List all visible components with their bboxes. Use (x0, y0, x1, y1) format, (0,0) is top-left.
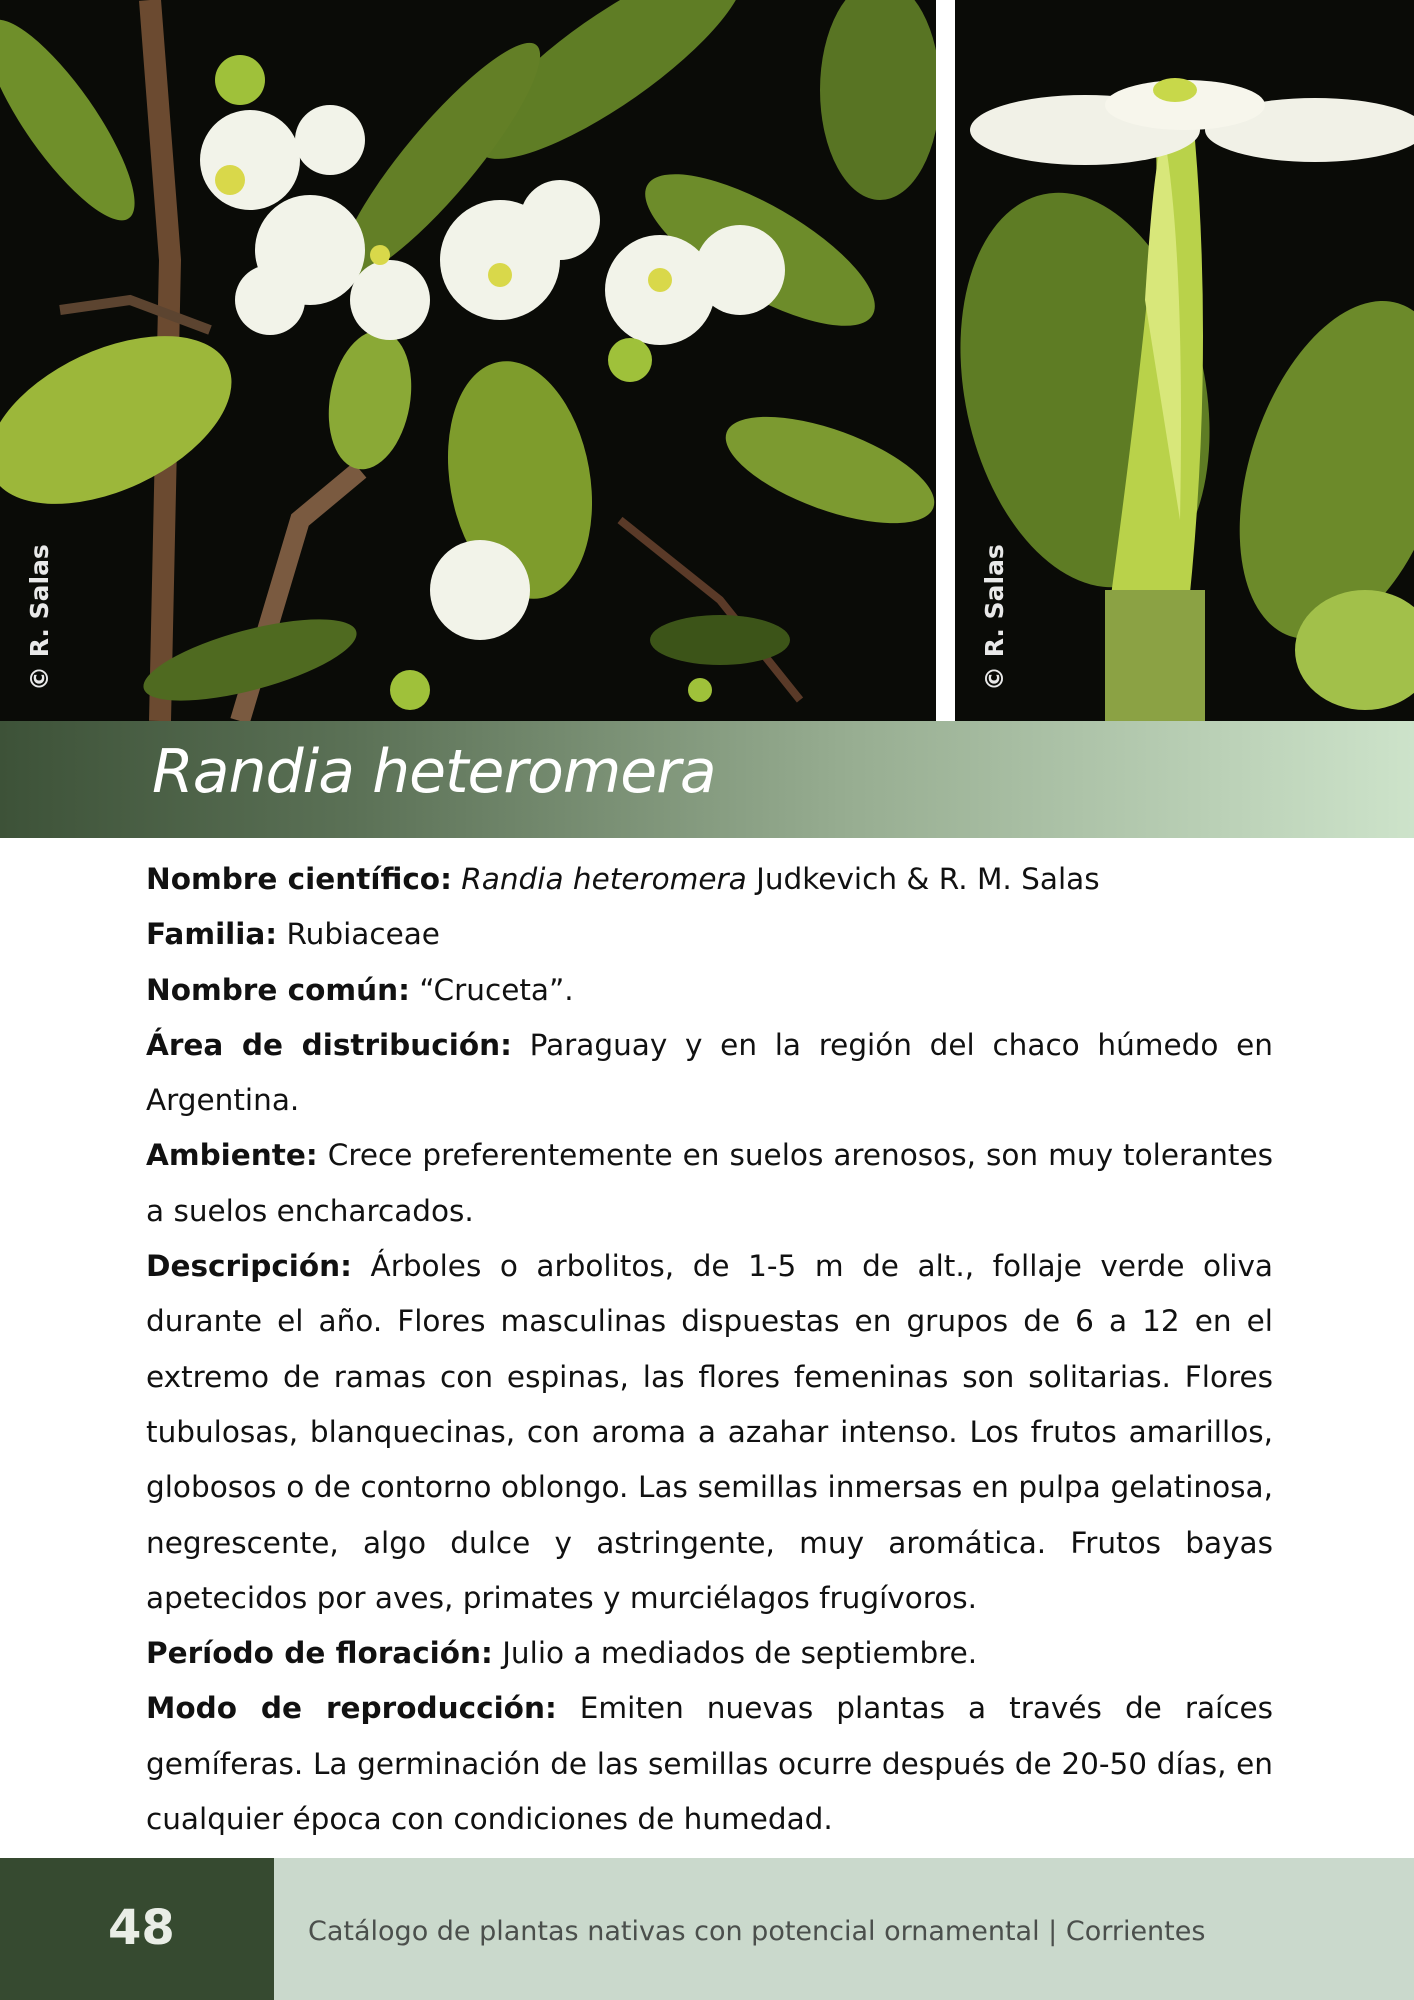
field-value: Julio a mediados de septiembre. (492, 1636, 978, 1671)
field-value: Judkevich & R. M. Salas (746, 862, 1100, 896)
field-reproduction (146, 1681, 1273, 1847)
field-label: Área de distribución: (146, 1027, 512, 1062)
field-label: Ambiente: (146, 1138, 318, 1173)
species-description (146, 852, 1273, 1847)
footer-page-number-box (0, 1858, 274, 2000)
field-value: “Cruceta”. (409, 972, 574, 1007)
field-common-name (146, 963, 1273, 1018)
field-italic-value: Randia heteromera (461, 862, 747, 896)
photo-credit: © R. Salas (25, 544, 54, 691)
footer-catalog-title: Catálogo de plantas nativas con potencial ornamental | Corrientes (308, 1916, 1206, 1947)
field-distribution (146, 1018, 1273, 1129)
field-flowering (146, 1626, 1273, 1681)
field-label: Descripción: (146, 1249, 352, 1284)
photo-credit: © R. Salas (980, 544, 1009, 691)
field-scientific-name (146, 852, 1273, 907)
field-label: Modo de reproducción: (146, 1691, 557, 1726)
page-number: 48 (108, 1900, 175, 1956)
field-value: Crece preferentemente en suelos arenosos, son muy tolerantes a suelos encharcados. (146, 1138, 1273, 1228)
field-value: Paraguay y en la región del chaco húmedo en Argentina. (146, 1027, 1273, 1118)
field-value: Emiten nuevas plantas a través de raíces gemíferas. La germinación de las semillas ocurre después de 20-50 días, en cualquier época con condiciones de humedad. (146, 1691, 1273, 1837)
field-label: Período de floración: (146, 1636, 493, 1671)
field-family (146, 907, 1273, 962)
species-title: Randia heteromera (152, 737, 716, 807)
field-label: Nombre científico: (146, 862, 452, 896)
title-band (0, 721, 1414, 838)
flower-closeup-illustration (955, 0, 1414, 721)
field-label: Familia: (146, 917, 278, 952)
photo-flowering-branch (0, 0, 936, 721)
footer-bar (274, 1858, 1414, 2000)
field-environment (146, 1128, 1273, 1239)
photo-flower-closeup (955, 0, 1414, 721)
field-label: Nombre común: (146, 972, 410, 1007)
flowering-branch-illustration (0, 0, 936, 721)
field-value: Árboles o arbolitos, de 1-5 m de alt., follaje verde oliva durante el año. Flores masculinas dispuestas en grupos de 6 a 12 en el extremo de ramas con espinas, las flores femeninas son solitarias. Flores tubulosas, blanquecinas, con aroma a azahar intenso. Los frutos amarillos, globosos o de contorno oblongo. Las semillas inmersas en pulpa gelatinosa, negrescente, algo dulce y astringente, muy aromática. Frutos bayas apetecidos por aves, primates y murciélagos frugívoros. (146, 1249, 1273, 1615)
field-description (146, 1239, 1273, 1626)
field-value: Rubiaceae (277, 917, 440, 952)
